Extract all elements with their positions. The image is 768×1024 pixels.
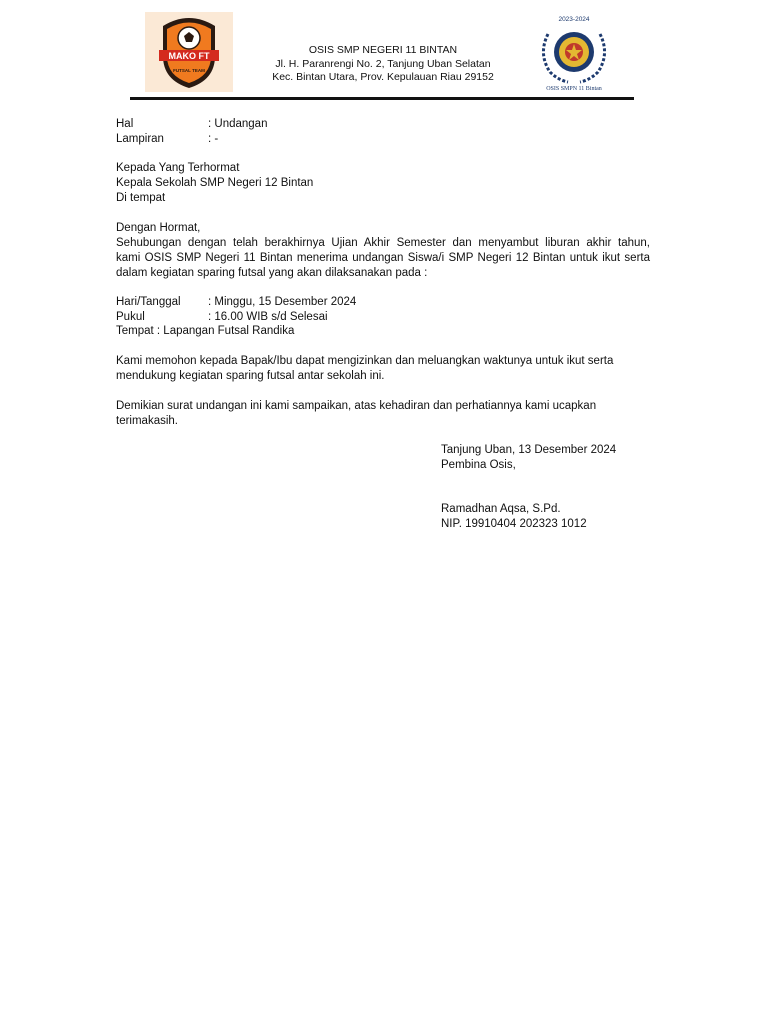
event-place-line: Tempat : Lapangan Futsal Randika bbox=[116, 325, 295, 337]
event-time-value: : 16.00 WIB s/d Selesai bbox=[208, 311, 328, 323]
closing-line-2: terimakasih. bbox=[116, 415, 178, 427]
intro-line-2: kami OSIS SMP Negeri 11 Bintan menerima undangan Siswa/i SMP Negeri 12 Bintan untuk ikut serta bbox=[116, 252, 650, 264]
hal-label: Hal bbox=[116, 118, 134, 130]
header-divider bbox=[130, 97, 634, 100]
event-time-label: Pukul bbox=[116, 311, 145, 323]
mako-ft-logo-icon bbox=[145, 12, 233, 92]
logo-right-caption: OSIS SMPN 11 Bintan bbox=[546, 86, 602, 92]
recipient-line-2: Kepala Sekolah SMP Negeri 12 Bintan bbox=[116, 177, 314, 189]
hal-value: : Undangan bbox=[208, 118, 268, 130]
intro-line-3: dalam kegiatan sparing futsal yang akan dilaksanakan pada : bbox=[116, 267, 428, 279]
request-line-1: Kami memohon kepada Bapak/Ibu dapat mengizinkan dan meluangkan waktunya untuk ikut serta bbox=[116, 355, 614, 367]
signature-name: Ramadhan Aqsa, S.Pd. bbox=[441, 503, 561, 515]
greeting: Dengan Hormat, bbox=[116, 222, 201, 234]
event-date-value: : Minggu, 15 Desember 2024 bbox=[208, 296, 357, 308]
recipient-line-3: Di tempat bbox=[116, 192, 166, 204]
request-line-2: mendukung kegiatan sparing futsal antar sekolah ini. bbox=[116, 370, 385, 382]
intro-line-1: Sehubungan dengan telah berakhirnya Ujian Akhir Semester dan menyambut liburan akhir tahun, bbox=[116, 237, 650, 249]
recipient-line-1: Kepada Yang Terhormat bbox=[116, 162, 240, 174]
address-line-1: Jl. H. Paranrengi No. 2, Tanjung Uban Selatan bbox=[275, 57, 491, 70]
event-date-label: Hari/Tanggal bbox=[116, 296, 181, 308]
letterhead bbox=[248, 44, 518, 85]
osis-smpn11-crest-icon bbox=[528, 8, 620, 94]
lampiran-label: Lampiran bbox=[116, 133, 164, 145]
logo-right-years: 2023-2024 bbox=[558, 16, 590, 23]
logo-left-title: MAKO FT bbox=[168, 51, 210, 61]
logo-left-subtitle: FUTSAL TEAM bbox=[173, 68, 205, 73]
org-name: OSIS SMP NEGERI 11 BINTAN bbox=[308, 44, 458, 56]
lampiran-value: : - bbox=[208, 133, 219, 145]
address-line-2: Kec. Bintan Utara, Prov. Kepulauan Riau 29152 bbox=[272, 71, 494, 83]
signature-place-date: Tanjung Uban, 13 Desember 2024 bbox=[441, 444, 617, 456]
signature-nip: NIP. 19910404 202323 1012 bbox=[441, 518, 587, 530]
signature-role: Pembina Osis, bbox=[441, 459, 516, 471]
closing-line-1: Demikian surat undangan ini kami sampaikan, atas kehadiran dan perhatiannya kami ucapkan bbox=[116, 400, 597, 412]
